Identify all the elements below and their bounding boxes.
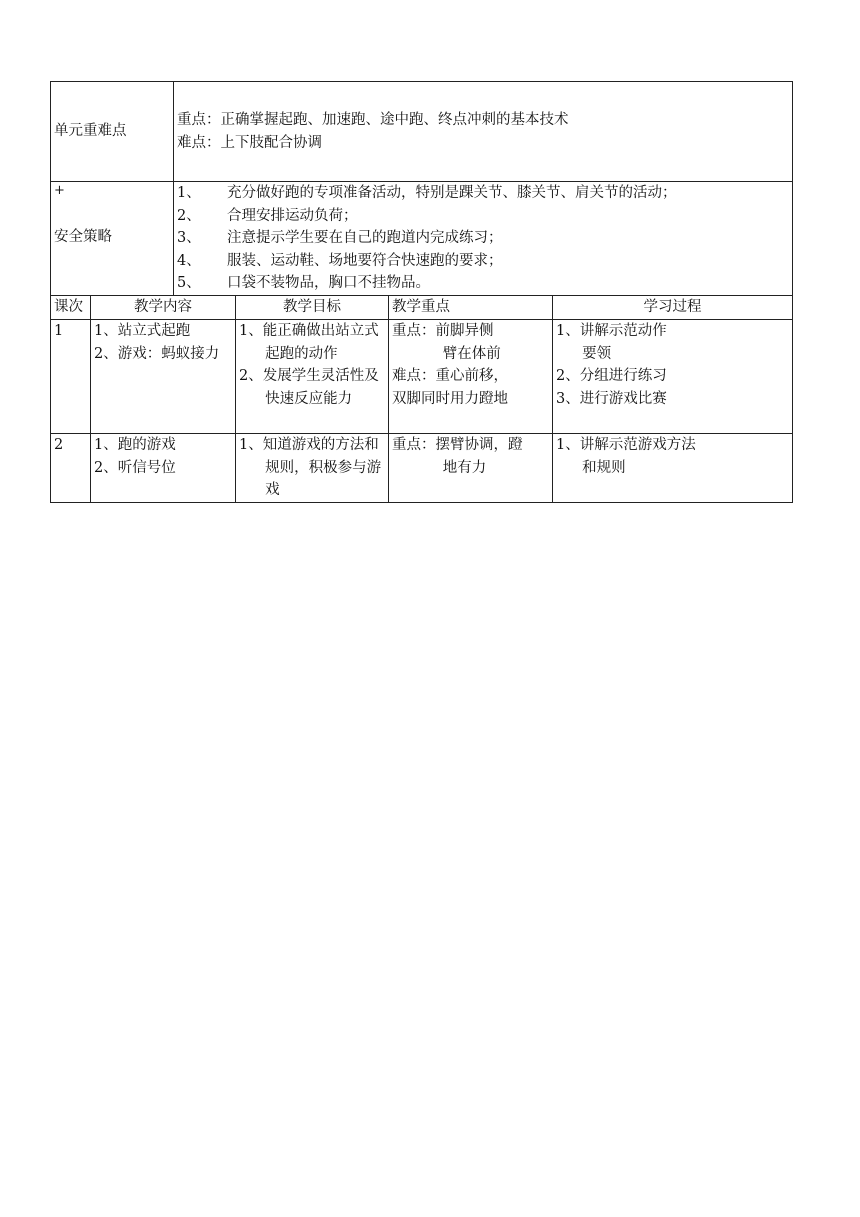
safety-item-text: 注意提示学生要在自己的跑道内完成练习； — [227, 230, 503, 246]
header-goals: 教学目标 — [236, 296, 389, 320]
safety-item — [177, 250, 789, 273]
unit-key-points-row — [51, 82, 793, 182]
content-item: 1、跑的游戏 — [94, 437, 176, 453]
content-item: 2、游戏：蚂蚁接力 — [94, 345, 220, 362]
table-row — [51, 434, 793, 503]
plan-table — [50, 81, 793, 503]
lesson-process — [553, 320, 793, 434]
lesson-focus — [389, 434, 553, 503]
process-item: 1、讲解示范动作 — [556, 323, 667, 339]
lesson-no: 2 — [51, 434, 91, 503]
focus-line: 难点：重心前移，双脚同时用力蹬地 — [392, 368, 508, 407]
unit-key-points-content — [174, 82, 793, 182]
focus-line: 地有力 — [442, 459, 487, 476]
lesson-goals — [236, 320, 389, 434]
safety-item — [177, 227, 789, 250]
focus-line: 重点：前脚异侧 — [392, 323, 494, 339]
goal-item: 2、发展学生灵活性及快速反应能力 — [239, 368, 379, 407]
unit-key-points-label-text: 单元重难点 — [54, 123, 127, 140]
content-item: 2、听信号位 — [94, 459, 176, 476]
lesson-no: 1 — [51, 320, 91, 434]
safety-item-number: 3、 — [177, 230, 201, 246]
safety-item-number: 5、 — [177, 275, 201, 291]
process-item: 和规则 — [582, 459, 626, 476]
unit-key-points-label — [51, 82, 174, 182]
lesson-plan-sheet — [50, 81, 792, 503]
process-item: 3、进行游戏比赛 — [556, 390, 667, 407]
safety-item-number: 4、 — [177, 252, 201, 269]
goal-item: 1、能正确做出站立式起跑的动作 — [239, 323, 379, 362]
header-lesson-no: 课次 — [51, 296, 91, 320]
table-row — [51, 320, 793, 434]
safety-item-text: 充分做好跑的专项准备活动，特别是踝关节、膝关节、肩关节的活动； — [227, 185, 677, 201]
header-content: 教学内容 — [91, 296, 236, 320]
process-item: 2、分组进行练习 — [556, 368, 667, 384]
key-point-line: 重点：正确掌握起跑、加速跑、途中跑、终点冲刺的基本技术 — [177, 112, 569, 128]
safety-item — [177, 272, 789, 295]
process-item: 要领 — [582, 345, 612, 362]
plus-mark: + — [54, 183, 65, 198]
header-focus: 教学重点 — [389, 296, 553, 320]
process-item: 1、讲解示范游戏方法 — [556, 437, 696, 453]
safety-row — [51, 182, 793, 296]
lesson-focus — [389, 320, 553, 434]
safety-label: 安全策略 — [54, 229, 112, 245]
lesson-process — [553, 434, 793, 503]
focus-line: 重点：摆臂协调，蹬 — [392, 437, 523, 453]
lesson-content — [91, 320, 236, 434]
focus-line: 臂在体前 — [442, 345, 501, 362]
safety-item-text: 服装、运动鞋、场地要符合快速跑的要求； — [227, 252, 503, 269]
safety-item-number: 1、 — [177, 185, 201, 201]
safety-item-text: 口袋不装物品，胸口不挂物品。 — [227, 275, 430, 291]
safety-item — [177, 205, 789, 228]
difficult-point-line: 难点：上下肢配合协调 — [177, 134, 322, 151]
header-process: 学习过程 — [553, 296, 793, 320]
safety-label-cell — [51, 182, 174, 296]
safety-item-number: 2、 — [177, 207, 201, 224]
safety-items — [174, 182, 793, 296]
lesson-goals — [236, 434, 389, 503]
lesson-content — [91, 434, 236, 503]
safety-item — [177, 182, 789, 205]
goal-item: 1、知道游戏的方法和规则，积极参与游戏 — [239, 437, 382, 498]
lesson-table-header — [51, 296, 793, 320]
safety-item-text: 合理安排运动负荷； — [227, 207, 358, 224]
content-item: 1、站立式起跑 — [94, 323, 191, 339]
